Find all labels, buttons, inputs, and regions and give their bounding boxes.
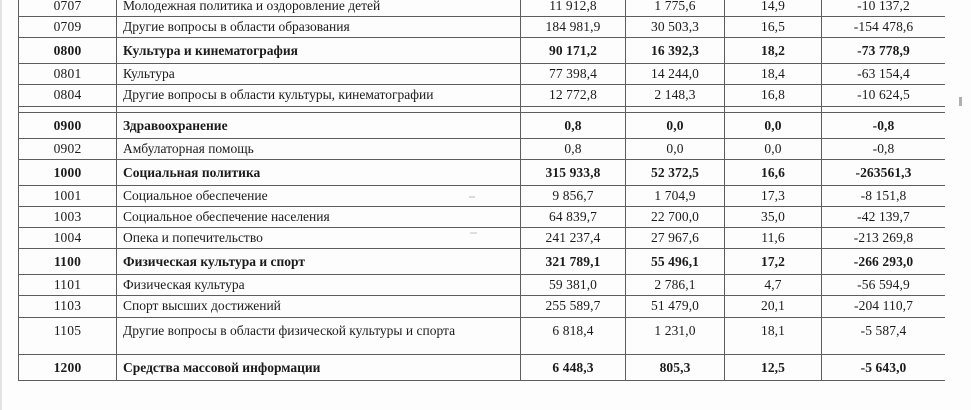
- cell-pct: 14,9: [725, 0, 822, 17]
- cell-delta: -10 624,5: [822, 85, 946, 106]
- cell-plan: 255 589,7: [521, 296, 626, 317]
- cell-delta: -0,8: [822, 112, 946, 138]
- cell-code: 0900: [19, 112, 117, 138]
- cell-fact: 0,0: [626, 138, 725, 159]
- cell-code: 0801: [19, 64, 117, 85]
- cell-name: Физическая культура: [117, 275, 521, 296]
- cell-delta: -204 110,7: [822, 296, 946, 317]
- cell-plan: 0,8: [521, 138, 626, 159]
- table-row[interactable]: [19, 228, 946, 249]
- cell-name: Культура: [117, 64, 521, 85]
- cell-fact: 2 148,3: [626, 85, 725, 106]
- scan-speck-artifact: [469, 196, 475, 198]
- scan-speck-artifact: [959, 97, 962, 106]
- cell-plan: 6 448,3: [521, 354, 626, 380]
- cell-code: 1105: [19, 317, 117, 354]
- cell-delta: -10 137,2: [822, 0, 946, 17]
- cell-name: Амбулаторная помощь: [117, 138, 521, 159]
- cell-pct: 18,4: [725, 64, 822, 85]
- table-row[interactable]: [19, 249, 946, 275]
- cell-delta: -154 478,6: [822, 17, 946, 38]
- cell-pct: 0,0: [725, 112, 822, 138]
- cell-delta: -263561,3: [822, 159, 946, 185]
- cell-delta: -266 293,0: [822, 249, 946, 275]
- cell-pct: 16,6: [725, 159, 822, 185]
- cell-delta: -73 778,9: [822, 38, 946, 64]
- table-row[interactable]: [19, 185, 946, 206]
- cell-delta: -8 151,8: [822, 185, 946, 206]
- table-row[interactable]: [19, 159, 946, 185]
- cell-code: 1200: [19, 354, 117, 380]
- cell-code: 0709: [19, 17, 117, 38]
- cell-fact: 27 967,6: [626, 228, 725, 249]
- cell-name: Социальное обеспечение населения: [117, 206, 521, 227]
- cell-code: 1100: [19, 249, 117, 275]
- table-row[interactable]: [19, 354, 946, 380]
- table-row[interactable]: [19, 275, 946, 296]
- table-row[interactable]: [19, 138, 946, 159]
- cell-name: Культура и кинематография: [117, 38, 521, 64]
- cell-name: Средства массовой информации: [117, 354, 521, 380]
- cell-fact: 805,3: [626, 354, 725, 380]
- table-row[interactable]: [19, 0, 946, 17]
- cell-fact: 52 372,5: [626, 159, 725, 185]
- cell-delta: -213 269,8: [822, 228, 946, 249]
- cell-pct: 18,2: [725, 38, 822, 64]
- cell-fact: 51 479,0: [626, 296, 725, 317]
- cell-pct: 18,1: [725, 317, 822, 354]
- cell-plan: 90 171,2: [521, 38, 626, 64]
- cell-fact: 1 231,0: [626, 317, 725, 354]
- cell-code: 0902: [19, 138, 117, 159]
- cell-fact: 2 786,1: [626, 275, 725, 296]
- cell-code: 0804: [19, 85, 117, 106]
- cell-name: Социальное обеспечение: [117, 185, 521, 206]
- cell-fact: 1 775,6: [626, 0, 725, 17]
- cell-code: 1004: [19, 228, 117, 249]
- cell-delta: -42 139,7: [822, 206, 946, 227]
- cell-plan: 184 981,9: [521, 17, 626, 38]
- cell-delta: -0,8: [822, 138, 946, 159]
- cell-name: Молодежная политика и оздоровление детей: [117, 0, 521, 17]
- budget-table-viewport: [18, 0, 945, 410]
- cell-name: Социальная политика: [117, 159, 521, 185]
- cell-fact: 30 503,3: [626, 17, 725, 38]
- cell-fact: 1 704,9: [626, 185, 725, 206]
- budget-table-body: [19, 0, 946, 380]
- cell-fact: 0,0: [626, 112, 725, 138]
- cell-code: 1000: [19, 159, 117, 185]
- cell-pct: 35,0: [725, 206, 822, 227]
- table-row[interactable]: [19, 317, 946, 354]
- cell-delta: -56 594,9: [822, 275, 946, 296]
- cell-pct: 17,2: [725, 249, 822, 275]
- cell-name: Другие вопросы в области образования: [117, 17, 521, 38]
- cell-pct: 16,8: [725, 85, 822, 106]
- scan-edge-artifact: [0, 0, 2, 410]
- cell-pct: 20,1: [725, 296, 822, 317]
- cell-pct: 0,0: [725, 138, 822, 159]
- cell-pct: 17,3: [725, 185, 822, 206]
- cell-plan: 315 933,8: [521, 159, 626, 185]
- cell-pct: 12,5: [725, 354, 822, 380]
- cell-plan: 9 856,7: [521, 185, 626, 206]
- table-row[interactable]: [19, 206, 946, 227]
- cell-name: Другие вопросы в области культуры, кинематографии: [117, 85, 521, 106]
- cell-plan: 321 789,1: [521, 249, 626, 275]
- cell-code: 1103: [19, 296, 117, 317]
- cell-plan: 241 237,4: [521, 228, 626, 249]
- cell-code: 1003: [19, 206, 117, 227]
- table-row[interactable]: [19, 112, 946, 138]
- table-row[interactable]: [19, 64, 946, 85]
- budget-table: [18, 0, 945, 381]
- cell-code: 0800: [19, 38, 117, 64]
- cell-code: 0707: [19, 0, 117, 17]
- cell-plan: 0,8: [521, 112, 626, 138]
- scan-speck-artifact: [470, 232, 477, 234]
- cell-fact: 14 244,0: [626, 64, 725, 85]
- cell-code: 1001: [19, 185, 117, 206]
- cell-plan: 64 839,7: [521, 206, 626, 227]
- table-row[interactable]: [19, 17, 946, 38]
- cell-name: Спорт высших достижений: [117, 296, 521, 317]
- cell-name: Опека и попечительство: [117, 228, 521, 249]
- cell-name: Другие вопросы в области физической культуры и спорта: [117, 317, 521, 354]
- cell-pct: 16,5: [725, 17, 822, 38]
- table-row[interactable]: [19, 85, 946, 106]
- cell-name: Физическая культура и спорт: [117, 249, 521, 275]
- cell-pct: 11,6: [725, 228, 822, 249]
- table-row[interactable]: [19, 38, 946, 64]
- cell-plan: 77 398,4: [521, 64, 626, 85]
- cell-plan: 6 818,4: [521, 317, 626, 354]
- cell-delta: -5 587,4: [822, 317, 946, 354]
- cell-plan: 11 912,8: [521, 0, 626, 17]
- cell-code: 1101: [19, 275, 117, 296]
- cell-fact: 16 392,3: [626, 38, 725, 64]
- cell-delta: -63 154,4: [822, 64, 946, 85]
- cell-name: Здравоохранение: [117, 112, 521, 138]
- cell-fact: 55 496,1: [626, 249, 725, 275]
- cell-delta: -5 643,0: [822, 354, 946, 380]
- table-row[interactable]: [19, 296, 946, 317]
- cell-pct: 4,7: [725, 275, 822, 296]
- cell-fact: 22 700,0: [626, 206, 725, 227]
- cell-plan: 59 381,0: [521, 275, 626, 296]
- cell-plan: 12 772,8: [521, 85, 626, 106]
